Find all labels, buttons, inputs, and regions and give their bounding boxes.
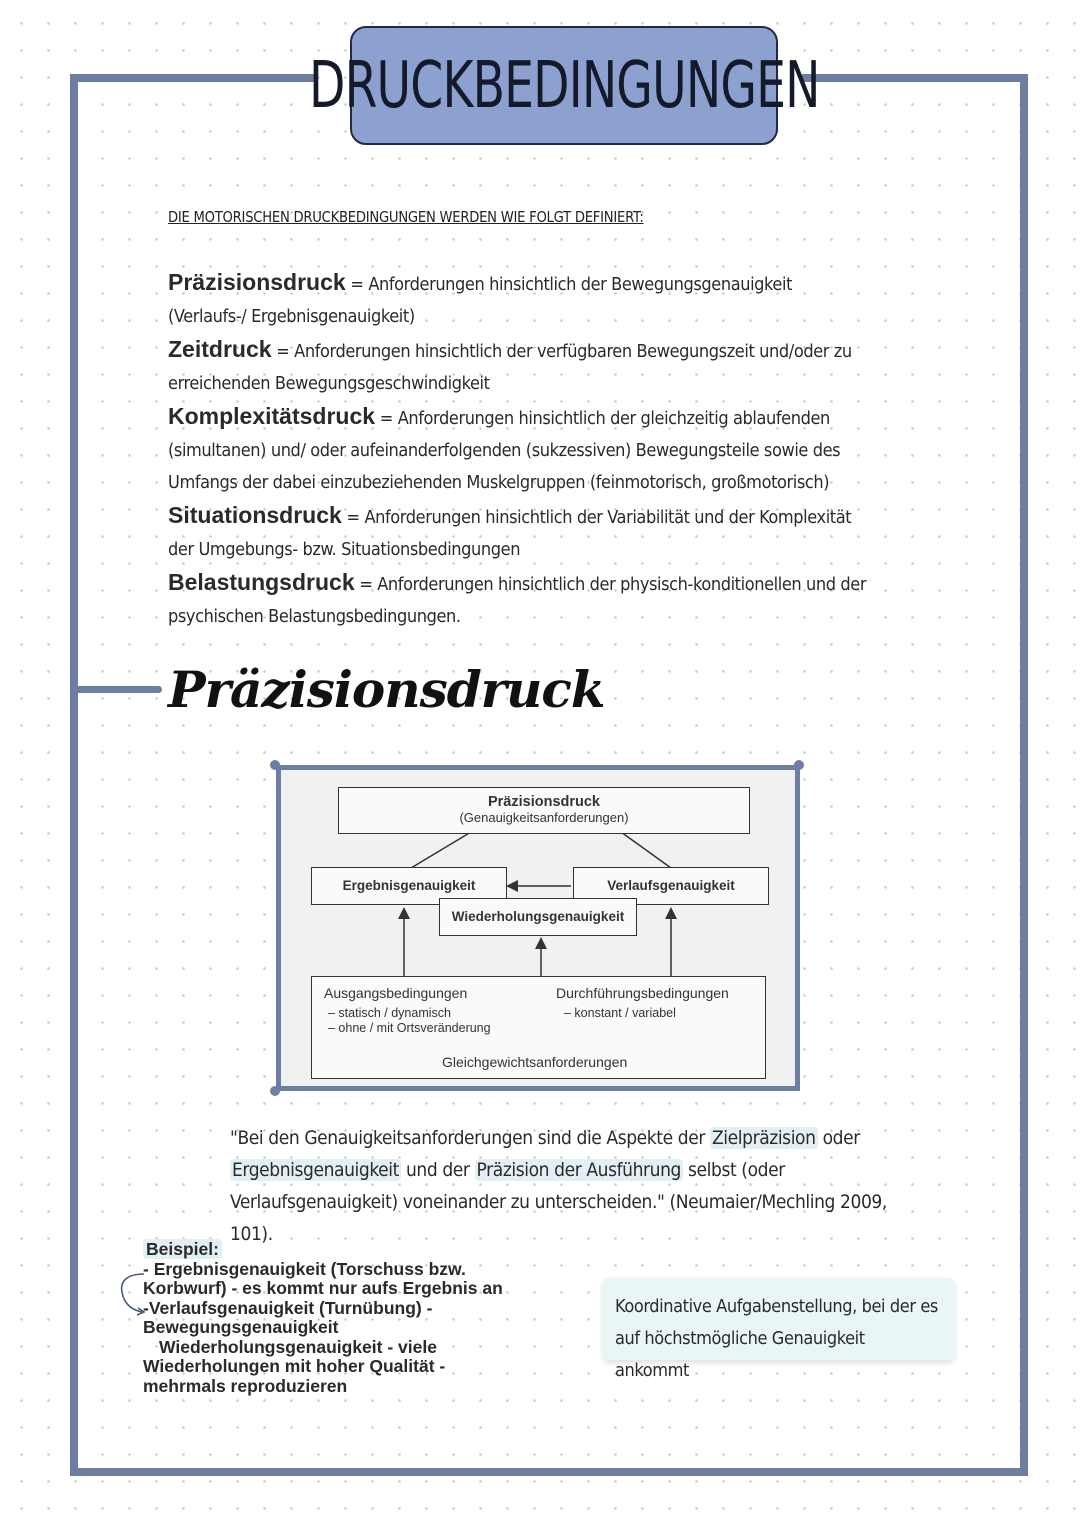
page-title: DRUCKBEDINGUNGEN [308, 48, 820, 123]
diagram-conditions-box [311, 976, 766, 1079]
example-line: -Verlaufsgenauigkeit (Turnübung) - Bewegungsgenauigkeit [143, 1297, 433, 1337]
diagram-corner-dot [270, 1086, 280, 1096]
cond-left-item: – ohne / mit Ortsveränderung [328, 1021, 491, 1035]
example-label: Beispiel: [143, 1239, 222, 1259]
definition-term: Belastungsdruck [168, 569, 355, 595]
diagram-process-box: Verlaufsgenauigkeit [573, 867, 769, 905]
example-line: - Ergebnisgenauigkeit (Torschuss bzw. Korbwurf) - es kommt nur aufs Ergebnis an [143, 1258, 503, 1298]
definition-item [168, 499, 868, 566]
quote-text: selbst (oder Verlaufsgenauigkeit) voneinander zu unterscheiden." (Neumaier/Mechling 2009, 101). [230, 1159, 887, 1245]
frame-line-left [70, 74, 78, 1476]
definition-item [168, 566, 868, 633]
definition-term: Komplexitätsdruck [168, 403, 376, 429]
definition-term: Situationsdruck [168, 502, 342, 528]
diagram-repetition-box: Wiederholungsgenauigkeit [439, 898, 637, 936]
quote-text: oder [817, 1127, 860, 1149]
definition-text: = Anforderungen hinsichtlich der physisch-konditionellen und der psychischen Belastungsbedingungen. [168, 574, 867, 627]
highlight-result-accuracy: Ergebnisgenauigkeit [232, 1159, 399, 1181]
diagram-balance-label: Gleichgewichtsanforderungen [442, 1054, 628, 1070]
precision-diagram [276, 765, 800, 1091]
quote-text: und der [400, 1159, 475, 1181]
highlight-target-precision: Zielpräzision [711, 1127, 816, 1149]
definition-text: = Anforderungen hinsichtlich der Bewegungsgenauigkeit (Verlaufs-/ Ergebnisgenauigkeit) [168, 274, 793, 327]
section-connector-line [70, 686, 162, 693]
definitions-list [168, 266, 868, 633]
note-card: Koordinative Aufgabenstellung, bei der es auf höchstmögliche Genauigkeit ankommt [603, 1278, 955, 1360]
diagram-top-box [338, 787, 750, 834]
diagram-top-title: Präzisionsdruck [487, 794, 600, 810]
definition-item [168, 266, 868, 333]
definition-text: = Anforderungen hinsichtlich der verfügbaren Bewegungszeit und/oder zu erreichenden Bewegungsgeschwindigkeit [168, 341, 852, 394]
section-title: Präzisionsdruck [168, 660, 605, 719]
cond-right-title: Durchführungsbedingungen [556, 985, 729, 1001]
definition-term: Präzisionsdruck [168, 269, 346, 295]
frame-line-bottom [70, 1468, 1028, 1476]
cond-right-item: – konstant / variabel [564, 1006, 676, 1020]
diagram-corner-dot [794, 760, 804, 770]
quote-text: "Bei den Genauigkeitsanforderungen sind die Aspekte der [230, 1127, 710, 1149]
definition-item [168, 333, 868, 400]
diagram-result-box: Ergebnisgenauigkeit [311, 867, 507, 905]
intro-heading: DIE MOTORISCHEN DRUCKBEDINGUNGEN WERDEN WIE FOLGT DEFINIERT: [168, 208, 644, 226]
cond-left-title: Ausgangsbedingungen [324, 985, 468, 1001]
example-block [143, 1240, 523, 1396]
diagram-corner-dot [270, 760, 280, 770]
definition-item [168, 400, 868, 499]
quote-paragraph [230, 1122, 910, 1250]
example-line: Wiederholungsgenauigkeit - viele Wiederholungen mit hoher Qualität - mehrmals reproduzieren [143, 1336, 446, 1396]
definition-text: = Anforderungen hinsichtlich der Variabilität und der Komplexität der Umgebungs- bzw. Situationsbedingungen [168, 507, 852, 560]
highlight-execution-precision: Präzision der Ausführung [476, 1159, 682, 1181]
cond-left-item: – statisch / dynamisch [328, 1006, 451, 1020]
definition-term: Zeitdruck [168, 336, 272, 362]
frame-line-right [1020, 74, 1028, 1476]
definition-text: = Anforderungen hinsichtlich der gleichzeitig ablaufenden (simultanen) und/ oder aufeinanderfolgenden (sukzessiven) Bewegungsteile sowie des Umfangs der dabei einzubeziehenden Muskelgruppen (feinmotorisch, großmotorisch) [168, 408, 841, 493]
frame-line-top-left [70, 74, 316, 82]
diagram-top-subtitle: (Genauigkeitsanforderungen) [459, 810, 629, 825]
title-banner [308, 26, 820, 145]
frame-line-top-right [802, 74, 1028, 82]
